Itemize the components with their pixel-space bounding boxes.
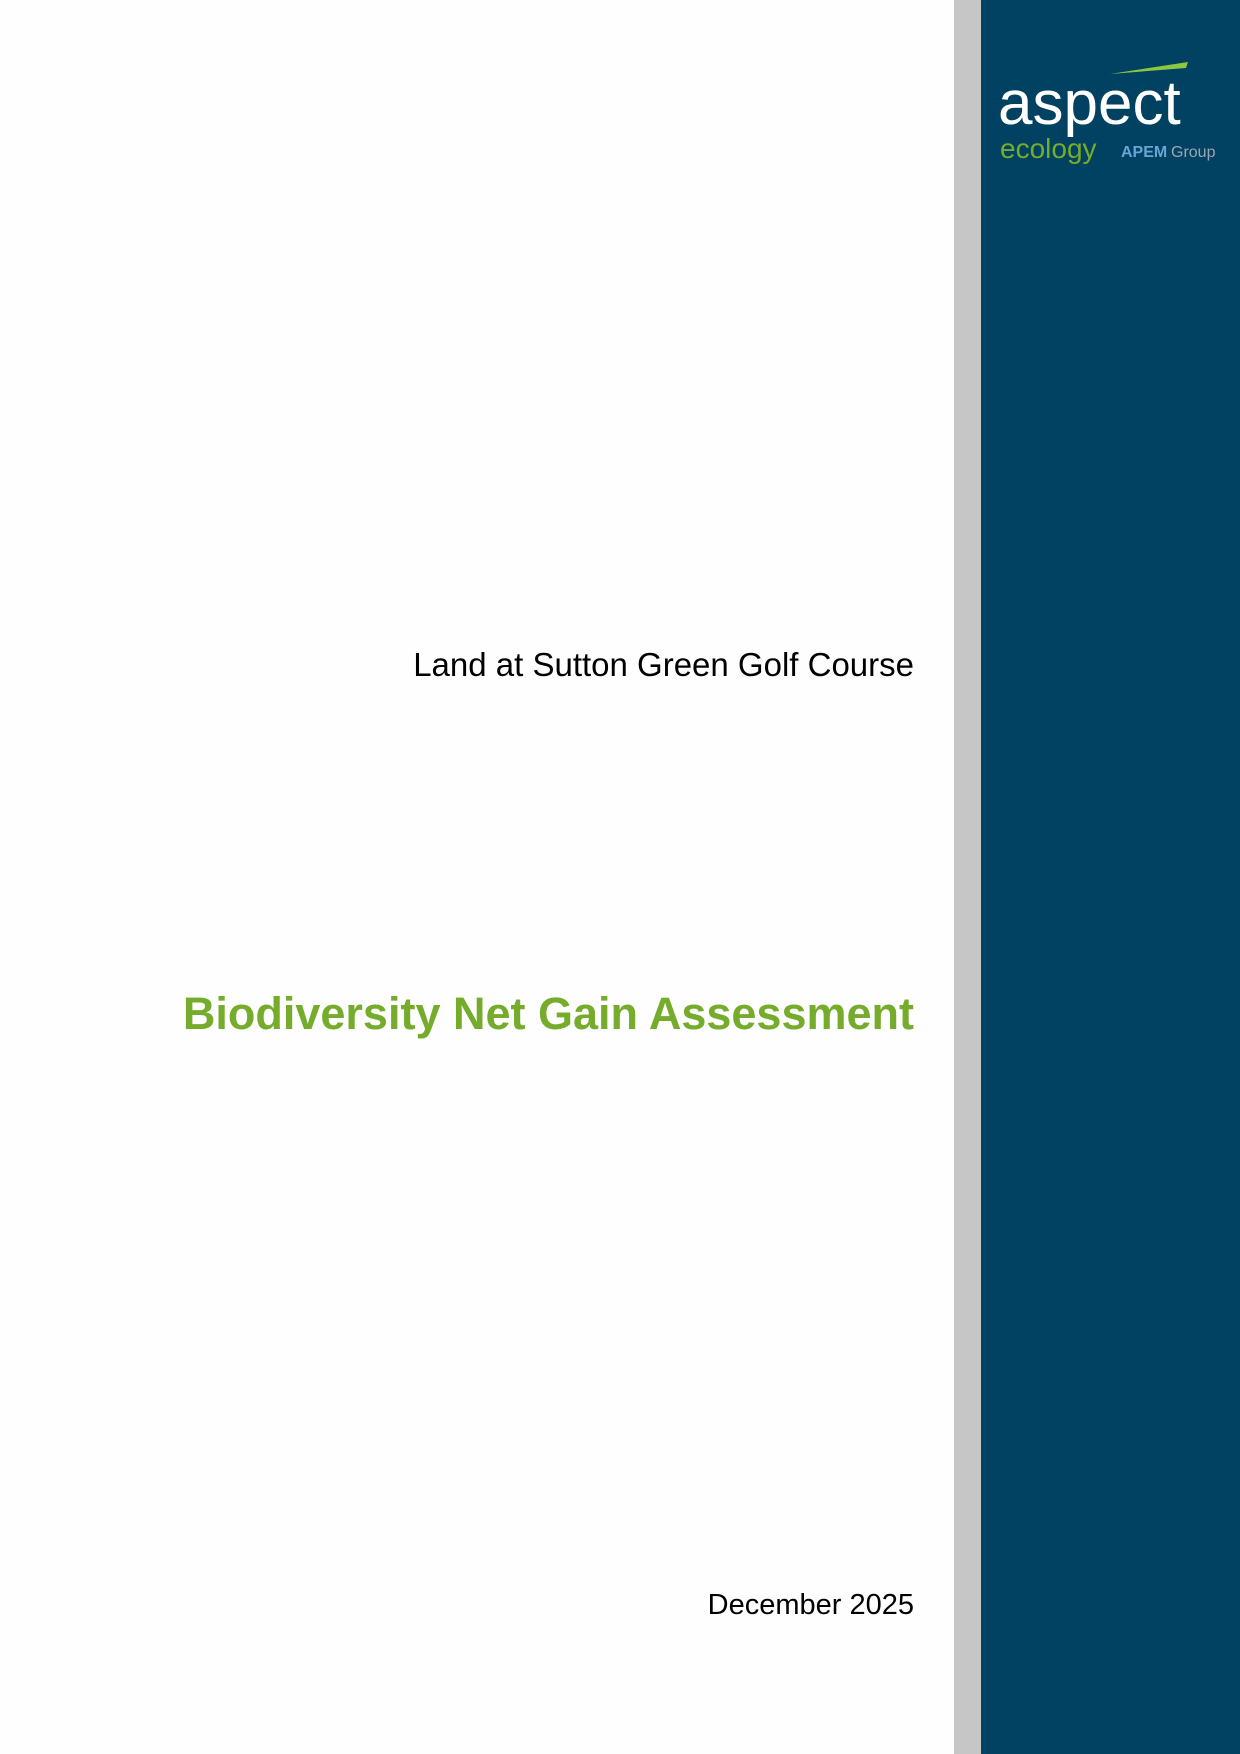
report-title: Biodiversity Net Gain Assessment xyxy=(182,988,914,1039)
aspect-ecology-logo xyxy=(998,58,1230,170)
site-name: Land at Sutton Green Golf Course xyxy=(413,646,914,683)
report-date: December 2025 xyxy=(707,1589,914,1621)
grey-divider-stripe xyxy=(954,0,981,1754)
logo-word-aspect: aspect xyxy=(998,69,1181,138)
logo-word-ecology: ecology xyxy=(1000,133,1097,164)
logo-group-word: Group xyxy=(1171,144,1216,161)
logo-group-apem: APEM xyxy=(1121,144,1168,161)
brand-side-panel xyxy=(981,0,1240,1754)
